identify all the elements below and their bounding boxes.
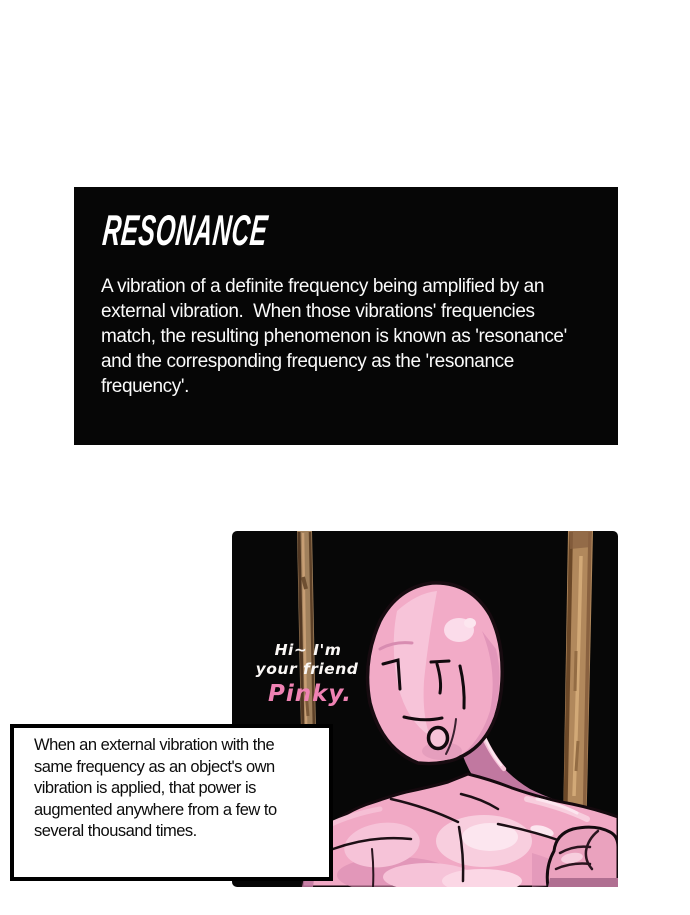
definition-line: A vibration of a definite frequency being amplified by an: [101, 276, 544, 297]
definition-line: and the corresponding frequency as the 'resonance: [101, 351, 514, 372]
caption-box: [10, 724, 333, 881]
speech-line-2: your friend: [255, 660, 359, 678]
definition-line: match, the resulting phenomenon is known as 'resonance': [101, 326, 567, 347]
caption-line: vibration is applied, that power is: [34, 779, 256, 798]
speech-line-1: Hi~ I'm: [274, 641, 342, 659]
open-mouth: [429, 728, 448, 749]
definition-title: RESONANCE: [100, 207, 271, 255]
definition-line: frequency'.: [101, 376, 189, 397]
definition-box: [74, 187, 618, 445]
caption-line: augmented anywhere from a few to: [34, 800, 277, 819]
caption-line: several thousand times.: [34, 822, 197, 841]
caption-line: same frequency as an object's own: [34, 757, 275, 776]
definition-body: [101, 274, 567, 399]
speech-line-3-pinky: Pinky.: [267, 681, 353, 707]
definition-line: external vibration. When those vibrations' frequencies: [101, 301, 535, 322]
right-eye-brow: [431, 661, 449, 662]
caption-line: When an external vibration with the: [34, 736, 275, 754]
